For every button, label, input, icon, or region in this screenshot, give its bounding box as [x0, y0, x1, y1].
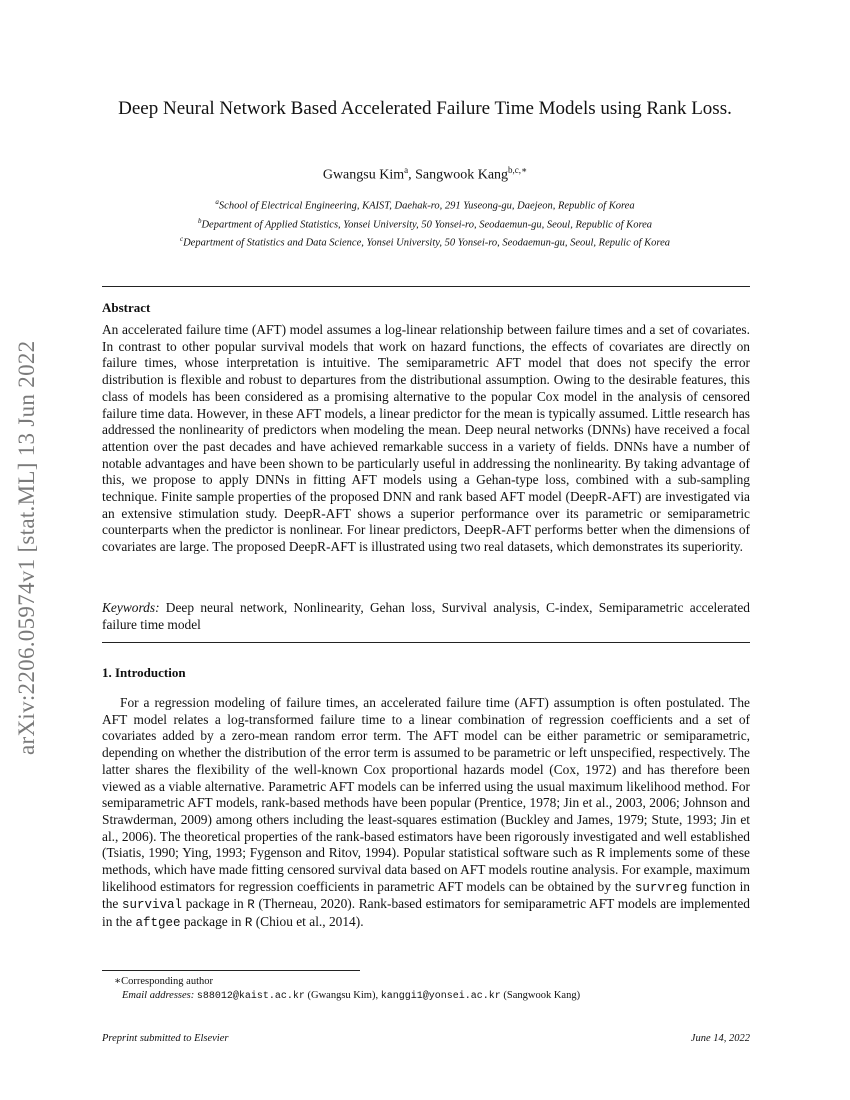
email-address[interactable]: kanggi1@yonsei.ac.kr [380, 991, 501, 1002]
author-list: Gwangsu Kim$^a$, Sangwook Kang$^{b,c,∗}$ [322, 165, 528, 183]
abstract-bottom-rule [102, 642, 750, 643]
affiliation: $^a$School of Electrical Engineering, KAIST, Daehak-ro, 291 Yuseong-gu, Daejeon, Republic of Korea [215, 198, 635, 212]
keywords-label: Keywords: [102, 600, 160, 615]
abstract-heading: Abstract [102, 300, 151, 315]
code-r: R [244, 916, 253, 931]
affiliation: $^c$Department of Statistics and Data Science, Yonsei University, 50 Yonsei-ro, Seodaemun-gu, Seoul, Repulic of Korea [179, 235, 671, 249]
author-affiliation-mark: b,c,∗ [508, 165, 528, 175]
paper-title: Deep Neural Network Based Accelerated Failure Time Models using Rank Loss. [118, 98, 732, 119]
author-affiliation-mark: a [404, 165, 409, 175]
introduction-paragraph: For a regression modeling of failure times, an accelerated failure time (AFT) assumption is often postulated. The AFT model relates a log-transformed failure time to a linear combination of regression coefficients and a set of covariates added by a zero-mean random error term. The AFT model can be either parametric or semiparametric, depending on whether the distribution of the error term is assumed to be parametric or left unspecified, respectively. The latter shares the flexibility of the well-known Cox proportional hazards model (Cox, 1972) and has therefore been viewed as a viable alternative. Parametric AFT models can be inferred using the usual maximum likelihood method. For semiparametric AFT models, rank-based methods have been popular (Prentice, 1978; Jin et al., 2003, 2006; Johnson and Strawderman, 2009) among others including the least-squares estimation (Buckley and James, 1979; Stute, 1993; Jin et al., 2006). The theoretical properties of the rank-based estimators have been rigorously investigated and well established (Tsiatis, 1990; Ying, 1993; Fygenson and Ritov, 1994). Popular statistical software such as R implements some of these methods, which have made fitting censored survival data based on AFT models routine analysis. For example, maximum likelihood estimators for regression coefficients in parametric AFT models can be obtained by the survreg function in the survival package in R (Therneau, 2020). Rank-based estimators for semiparametric AFT models are implemented in the aftgee package in R (Chiou et al., 2014). [102, 695, 750, 931]
code-r: R [247, 898, 255, 913]
email-address[interactable]: s88012@kaist.ac.kr [196, 991, 305, 1002]
code-survreg: survreg [634, 880, 688, 895]
author-name: Gwangsu Kim [322, 167, 405, 183]
footer-date: June 14, 2022 [690, 1033, 750, 1044]
section-heading-introduction: 1. Introduction [102, 665, 186, 680]
author-name: Sangwook Kang [415, 167, 509, 183]
footnote-rule [102, 970, 360, 971]
footnote-emails: Email addresses: s88012@kaist.ac.kr (Gwangsu Kim), kanggi1@yonsei.ac.kr (Sangwook Kang) [122, 990, 581, 1002]
email-label: Email addresses: [122, 990, 195, 1001]
abstract-top-rule [102, 286, 750, 287]
code-survival: survival [122, 898, 183, 913]
affiliation: $^b$Department of Applied Statistics, Yonsei University, 50 Yonsei-ro, Seodaemun-gu, Seoul, Republic of Korea [197, 216, 653, 230]
affiliation-list [90, 195, 760, 251]
abstract-text: An accelerated failure time (AFT) model assumes a log-linear relationship between failure times and a set of covariates. In contrast to other popular survival models that work on hazard functions, the effects of covariates are directly on failure times, whose interpretation is intuitive. The semiparametric AFT model that does not specify the error distribution is flexible and robust to departures from the distributional assumption. Owing to the desirable features, this class of models has been considered as a promising alternative to the popular Cox model in the analysis of censored failure time data. However, in these AFT models, a linear predictor for the mean is typically assumed. Little research has addressed the nonlinearity of predictors when modeling the mean. Deep neural networks (DNNs) have received a focal attention over the past decades and have achieved remarkable success in a variety of fields. DNNs have a number of notable advantages and have been shown to be particularly useful in addressing the nonlinearity. By taking advantage of this, we propose to apply DNNs in fitting AFT models using a Gehan-type loss, combined with a sub-sampling technique. Finite sample properties of the proposed DNN and rank based AFT model (DeepR-AFT) are investigated via an extensive stimulation study. DeepR-AFT shows a superior performance over its parametric or semiparametric counterparts when the predictor is nonlinear. For linear predictors, DeepR-AFT performs better when the dimensions of covariates are large. The proposed DeepR-AFT is illustrated using two real datasets, which demonstrates its superiority. [102, 322, 750, 555]
footer-preprint-note: Preprint submitted to Elsevier [102, 1033, 229, 1044]
arxiv-identifier: arXiv:2206.05974v1 [stat.ML] 13 Jun 2022 [14, 340, 39, 756]
footnote-corresponding: ∗Corresponding author [114, 976, 213, 987]
code-aftgee: aftgee [135, 916, 181, 931]
keywords-text: Deep neural network, Nonlinearity, Gehan loss, Survival analysis, C-index, Semiparametric accelerated failure time model [102, 600, 750, 632]
keywords [102, 600, 750, 633]
